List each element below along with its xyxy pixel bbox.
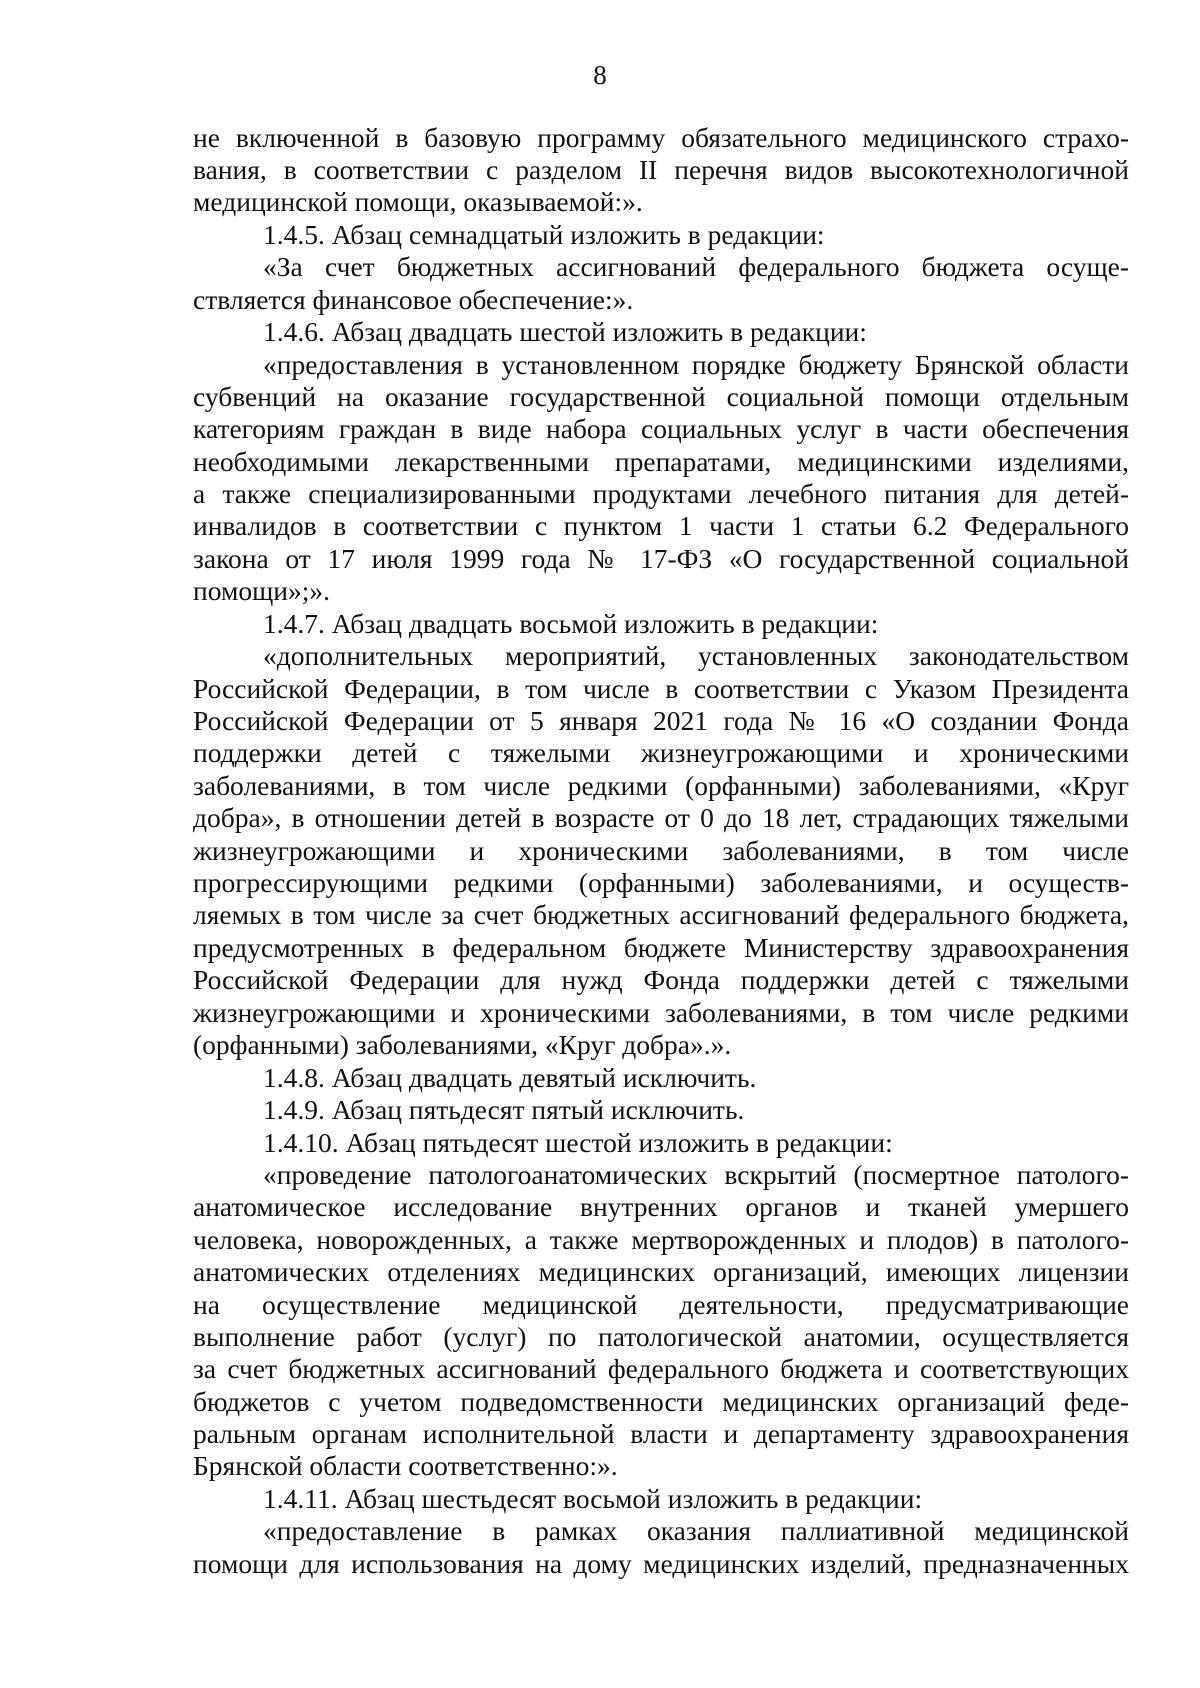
text-line: Российской Федерации для нужд Фонда поддержки детей с тяжелыми [193,964,1129,995]
text-line: «предоставления в установленном порядке бюджету Брянской области [263,349,1129,380]
text-line: 1.4.11. Абзац шестьдесят восьмой изложить в редакции: [263,1483,923,1514]
text-line: ляемых в том числе за счет бюджетных ассигнований федерального бюджета, [193,899,1129,930]
text-line: «За счет бюджетных ассигнований федерального бюджета осуще- [263,251,1129,282]
text-line: инвалидов в соответствии с пунктом 1 части 1 статьи 6.2 Федерального [193,510,1129,541]
text-line: анатомическое исследование внутренних органов и тканей умершего [193,1191,1129,1222]
text-line: 1.4.10. Абзац пятьдесят шестой изложить в редакции: [263,1127,893,1158]
text-line: жизнеугрожающими и хроническими заболеваниями, в том числе редкими [193,997,1129,1028]
text-line: заболеваниями, в том числе редкими (орфанными) заболеваниями, «Круг [193,770,1129,801]
text-line: 1.4.8. Абзац двадцать девятый исключить. [263,1062,757,1093]
text-line: не включенной в базовую программу обязательного медицинского страхо- [193,122,1129,153]
text-line: жизнеугрожающими и хроническими заболеваниями, в том числе [193,835,1129,866]
text-line: на осуществление медицинской деятельности, предусматривающие [193,1289,1129,1320]
text-line: «предоставление в рамках оказания паллиативной медицинской [263,1515,1129,1546]
text-line: 1.4.9. Абзац пятьдесят пятый исключить. [263,1094,745,1125]
text-line: (орфанными) заболеваниями, «Круг добра».». [193,1029,732,1060]
text-line: Брянской области соответственно:». [193,1450,618,1481]
text-line: 1.4.7. Абзац двадцать восьмой изложить в редакции: [263,608,879,639]
text-line: 1.4.6. Абзац двадцать шестой изложить в редакции: [263,316,867,347]
text-line: добра», в отношении детей в возрасте от 0 до 18 лет, страдающих тяжелыми [193,802,1129,833]
text-line: ствляется финансовое обеспечение:». [193,284,634,315]
text-line: медицинской помощи, оказываемой:». [193,186,643,217]
text-line: вания, в соответствии с разделом II перечня видов высокотехнологичной [193,154,1129,185]
text-line: Российской Федерации от 5 января 2021 года № 16 «О создании Фонда [193,705,1129,736]
text-line: поддержки детей с тяжелыми жизнеугрожающими и хроническими [193,737,1129,768]
text-line: Российской Федерации, в том числе в соответствии с Указом Президента [193,673,1129,704]
text-line: помощи для использования на дому медицинских изделий, предназначенных [193,1548,1129,1579]
text-line: за счет бюджетных ассигнований федерального бюджета и соответствующих [193,1353,1129,1384]
text-line: помощи»;». [193,575,331,606]
text-line: бюджетов с учетом подведомственности медицинских организаций феде- [193,1386,1129,1417]
text-line: закона от 17 июля 1999 года № 17-ФЗ «О государственной социальной [193,543,1129,574]
text-line: необходимыми лекарственными препаратами, медицинскими изделиями, [193,446,1129,477]
page-number: 8 [593,60,607,90]
text-line: выполнение работ (услуг) по патологической анатомии, осуществляется [193,1321,1129,1352]
text-line: человека, новорожденных, а также мертворожденных и плодов) в патолого- [193,1224,1129,1255]
text-line: «дополнительных мероприятий, установленных законодательством [263,640,1129,671]
text-line: а также специализированными продуктами лечебного питания для детей- [193,478,1129,509]
text-line: 1.4.5. Абзац семнадцатый изложить в редакции: [263,219,825,250]
text-line: «проведение патологоанатомических вскрытий (посмертное патолого- [263,1159,1129,1190]
text-line: категориям граждан в виде набора социальных услуг в части обеспечения [193,413,1129,444]
text-line: субвенций на оказание государственной социальной помощи отдельным [193,381,1129,412]
text-line: предусмотренных в федеральном бюджете Министерству здравоохранения [193,932,1129,963]
text-line: ральным органам исполнительной власти и департаменту здравоохранения [193,1418,1129,1449]
text-line: анатомических отделениях медицинских организаций, имеющих лицензии [193,1256,1129,1287]
text-line: прогрессирующими редкими (орфанными) заболеваниями, и осуществ- [193,867,1129,898]
